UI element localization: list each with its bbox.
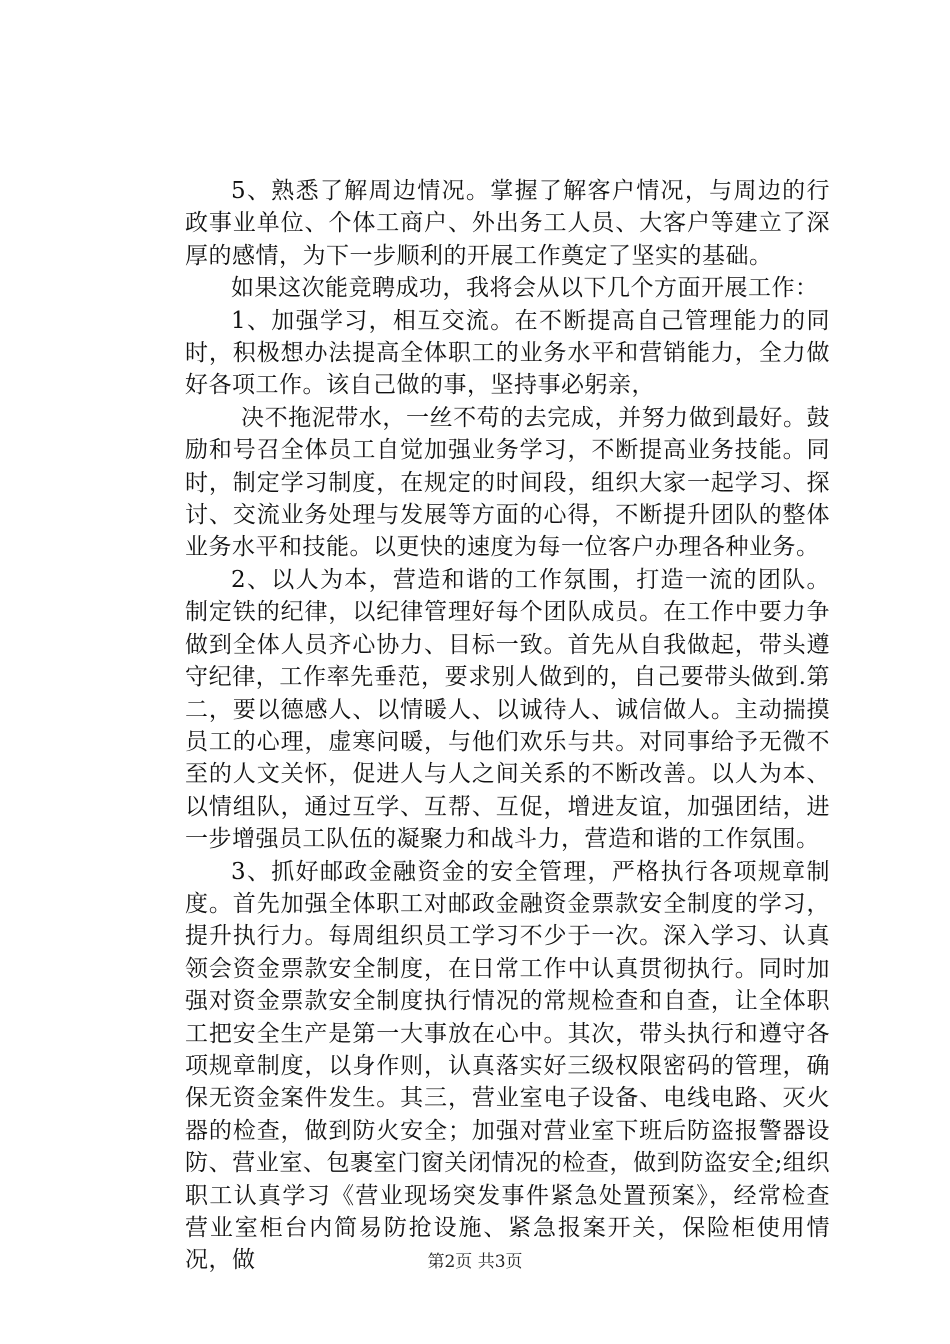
paragraph-1-continued: 决不拖泥带水，一丝不苟的去完成，并努力做到最好。鼓励和号召全体员工自觉加强业务学习，不断提高业务技能。同时，制定学习制度，在规定的时间段，组织大家一起学习、探讨、交流业务处理与发展等方面的心得，不断提升团队的整体业务水平和技能。以更快的速度为每一位客户办理各种业务。 — [185, 404, 830, 561]
paragraph-2-people-oriented: 2、以人为本，营造和谐的工作氛围，打造一流的团队。制定铁的纪律，以纪律管理好每个团队成员。在工作中要力争做到全体人员齐心协力、目标一致。首先从自我做起，带头遵守纪律，工作率先垂范，要求别人做到的，自己要带头做到.第二，要以德感人、以情暖人、以诚待人、诚信做人。主动揣摸员工的心理，虚寒问暖，与他们欢乐与共。对同事给予无微不至的人文关怀，促进人与人之间关系的不断改善。以人为本、以情组队，通过互学、互帮、互促，增进友谊，加强团结，进一步增强员工队伍的凝聚力和战斗力，营造和谐的工作氛围。 — [185, 566, 830, 853]
document-body — [185, 175, 830, 1277]
page-footer: 第2页 共3页 — [427, 1252, 523, 1272]
paragraph-1-study: 1、加强学习，相互交流。在不断提高自己管理能力的同时，积极想办法提高全体职工的业务水平和营销能力，全力做好各项工作。该自己做的事，坚持事必躬亲， — [185, 307, 830, 399]
paragraph-intro-plan: 如果这次能竞聘成功，我将会从以下几个方面开展工作： — [231, 275, 819, 302]
paragraph-5-surroundings: 5、熟悉了解周边情况。掌握了解客户情况，与周边的行政事业单位、个体工商户、外出务工人员、大客户等建立了深厚的感情，为下一步顺利的开展工作奠定了坚实的基础。 — [185, 178, 830, 269]
paragraph-3-security: 3、抓好邮政金融资金的安全管理，严格执行各项规章制度。首先加强全体职工对邮政金融资金票款安全制度的学习，提升执行力。每周组织员工学习不少于一次。深入学习、认真领会资金票款安全制度，在日常工作中认真贯彻执行。同时加强对资金票款安全制度执行情况的常规检查和自查，让全体职工把安全生产是第一大事放在心中。其次，带头执行和遵守各项规章制度，以身作则，认真落实好三级权限密码的管理，确保无资金案件发生。其三，营业室电子设备、电线电路、灭火器的检查，做到防火安全；加强对营业室下班后防盗报警器设防、营业室、包裹室门窗关闭情况的检查，做到防盗安全;组织职工认真学习《营业现场突发事件紧急处置预案》，经常检查营业室柜台内简易防抢设施、紧急报案开关，保险柜使用情况，做 — [185, 858, 830, 1274]
